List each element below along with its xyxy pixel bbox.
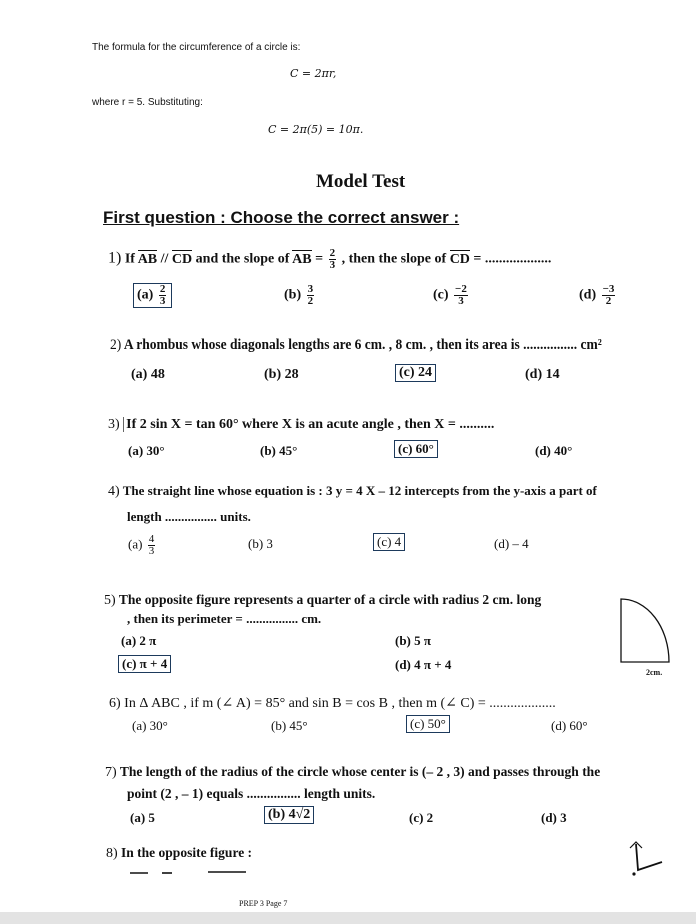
question-body: In the opposite figure :	[121, 845, 253, 860]
option-label: (a)	[137, 287, 154, 303]
fraction-numerator: 4	[148, 533, 155, 545]
q2-option-c[interactable]: (c) 24	[395, 364, 436, 382]
q2-option-d[interactable]: (d) 14	[525, 367, 560, 382]
q2-option-a[interactable]: (a) 48	[131, 367, 165, 382]
q5-option-b[interactable]: (b) 5 π	[395, 633, 432, 648]
question-number: 4)	[108, 484, 120, 499]
question-number: 2)	[110, 337, 122, 353]
fraction-numerator: 2	[329, 247, 336, 259]
question-5-text-line2: , then its perimeter = ................ cm.	[127, 611, 322, 626]
line-ab: AB	[137, 251, 158, 267]
question-number: 5)	[104, 593, 116, 608]
q1-option-c[interactable]	[433, 284, 470, 307]
q7-option-c[interactable]: (c) 2	[409, 810, 434, 825]
option-fraction	[454, 284, 468, 307]
section-title: First question : Choose the correct answer :	[103, 208, 460, 227]
q1-text-slope: and the slope of	[195, 251, 290, 267]
question-4-text	[108, 483, 597, 500]
q5-option-a[interactable]: (a) 2 π	[121, 633, 157, 648]
q4-option-c[interactable]: (c) 4	[373, 533, 405, 551]
q1-text-if: If	[124, 251, 135, 267]
question-4-text-line2: length ................ units.	[127, 509, 251, 524]
fraction-numerator: −3	[602, 283, 615, 295]
q6-option-a[interactable]: (a) 30°	[132, 718, 168, 733]
q3-option-a[interactable]: (a) 30°	[128, 443, 165, 458]
q3-option-b[interactable]: (b) 45°	[260, 443, 298, 458]
q1-blank: = ...................	[473, 251, 552, 267]
slope-fraction	[329, 248, 337, 271]
question-number: 3)	[108, 417, 120, 432]
question-7-text	[105, 764, 600, 781]
question-number: 6)	[109, 696, 121, 711]
q4-option-a[interactable]	[128, 534, 157, 557]
q1-option-d[interactable]	[579, 284, 617, 307]
question-body: The opposite figure represents a quarter of a circle with radius 2 cm. long	[118, 592, 542, 607]
where-text: where r = 5. Substituting:	[92, 97, 203, 108]
option-fraction	[148, 534, 156, 557]
q1-option-a[interactable]	[133, 283, 172, 308]
q4-option-d[interactable]: (d) – 4	[494, 536, 529, 551]
quarter-circle-figure	[615, 596, 675, 666]
q4-option-b[interactable]: (b) 3	[248, 536, 273, 551]
question-7-text-line2: point (2 , – 1) equals ................ length units.	[127, 786, 376, 801]
fraction-denominator: 3	[329, 259, 336, 271]
option-label: (b)	[284, 287, 302, 303]
viewer-bottom-bar	[0, 912, 696, 924]
line-ab-2: AB	[292, 251, 312, 267]
question-6-text	[109, 695, 556, 712]
question-number: 7)	[105, 765, 117, 780]
question-1-text	[108, 248, 551, 271]
q7-option-b[interactable]: (b) 4√2	[264, 806, 314, 824]
fraction-denominator: 2	[307, 295, 314, 307]
parallel-symbol: //	[160, 251, 169, 267]
q7-option-a[interactable]: (a) 5	[130, 810, 155, 825]
circumference-formula: C = 2πr,	[290, 67, 337, 80]
option-fraction	[602, 284, 616, 307]
q3-option-c[interactable]: (c) 60°	[394, 440, 438, 458]
question-body: The length of the radius of the circle whose center is (– 2 , 3) and passes through the	[119, 764, 601, 779]
cut-off-content	[122, 866, 262, 876]
question-2-text	[110, 337, 602, 354]
option-fraction	[307, 284, 315, 307]
question-8-text	[106, 845, 252, 862]
option-label: (a)	[128, 536, 143, 552]
fraction-numerator: −2	[455, 283, 467, 295]
q1-option-b[interactable]	[284, 284, 316, 307]
fraction-denominator: 2	[605, 295, 612, 307]
test-title: Model Test	[316, 171, 406, 192]
q3-option-d[interactable]: (d) 40°	[535, 443, 573, 458]
question-number: 8)	[106, 846, 118, 861]
formula-intro-text: The formula for the circumference of a circle is:	[92, 42, 301, 53]
figure-radius-label: 2cm.	[646, 668, 663, 677]
question-body: The straight line whose equation is : 3 y = 4 X – 12 intercepts from the y-axis a part of	[122, 483, 597, 498]
fraction-denominator: 3	[458, 295, 464, 307]
question-3-text	[108, 417, 494, 433]
page-footer: PREP 3 Page 7	[239, 899, 288, 908]
fraction-denominator: 3	[159, 295, 166, 307]
fraction-numerator: 3	[307, 283, 314, 295]
option-label: (c)	[433, 287, 449, 303]
option-label: (d)	[579, 287, 597, 303]
q2-option-b[interactable]: (b) 28	[264, 367, 299, 382]
q1-text-then: , then the slope of	[341, 251, 447, 267]
question-5-text	[104, 592, 541, 609]
figure-fragment	[624, 838, 672, 878]
option-fraction	[159, 284, 167, 307]
question-body: A rhombus whose diagonals lengths are 6 cm. , 8 cm. , then its area is ................ cm²	[123, 337, 602, 353]
q5-option-d[interactable]: (d) 4 π + 4	[395, 657, 452, 672]
question-number: 1)	[108, 249, 122, 267]
q6-option-d[interactable]: (d) 60°	[551, 718, 588, 733]
q6-option-c[interactable]: (c) 50°	[406, 715, 450, 733]
fraction-numerator: 2	[159, 283, 166, 295]
question-body: If 2 sin X = tan 60° where X is an acute angle , then X = ..........	[123, 417, 494, 432]
equals-sign: =	[315, 251, 324, 267]
substitution-formula: C = 2π(5) = 10π.	[268, 123, 364, 136]
question-body: In Δ ABC , if m (∠ A) = 85° and sin B = cos B , then m (∠ C) = ...................	[124, 696, 556, 711]
q5-option-c[interactable]: (c) π + 4	[118, 655, 171, 673]
line-cd-2: CD	[449, 251, 470, 267]
fraction-denominator: 3	[148, 545, 155, 557]
q6-option-b[interactable]: (b) 45°	[271, 718, 308, 733]
line-cd: CD	[171, 251, 193, 267]
q7-option-d[interactable]: (d) 3	[541, 810, 567, 825]
